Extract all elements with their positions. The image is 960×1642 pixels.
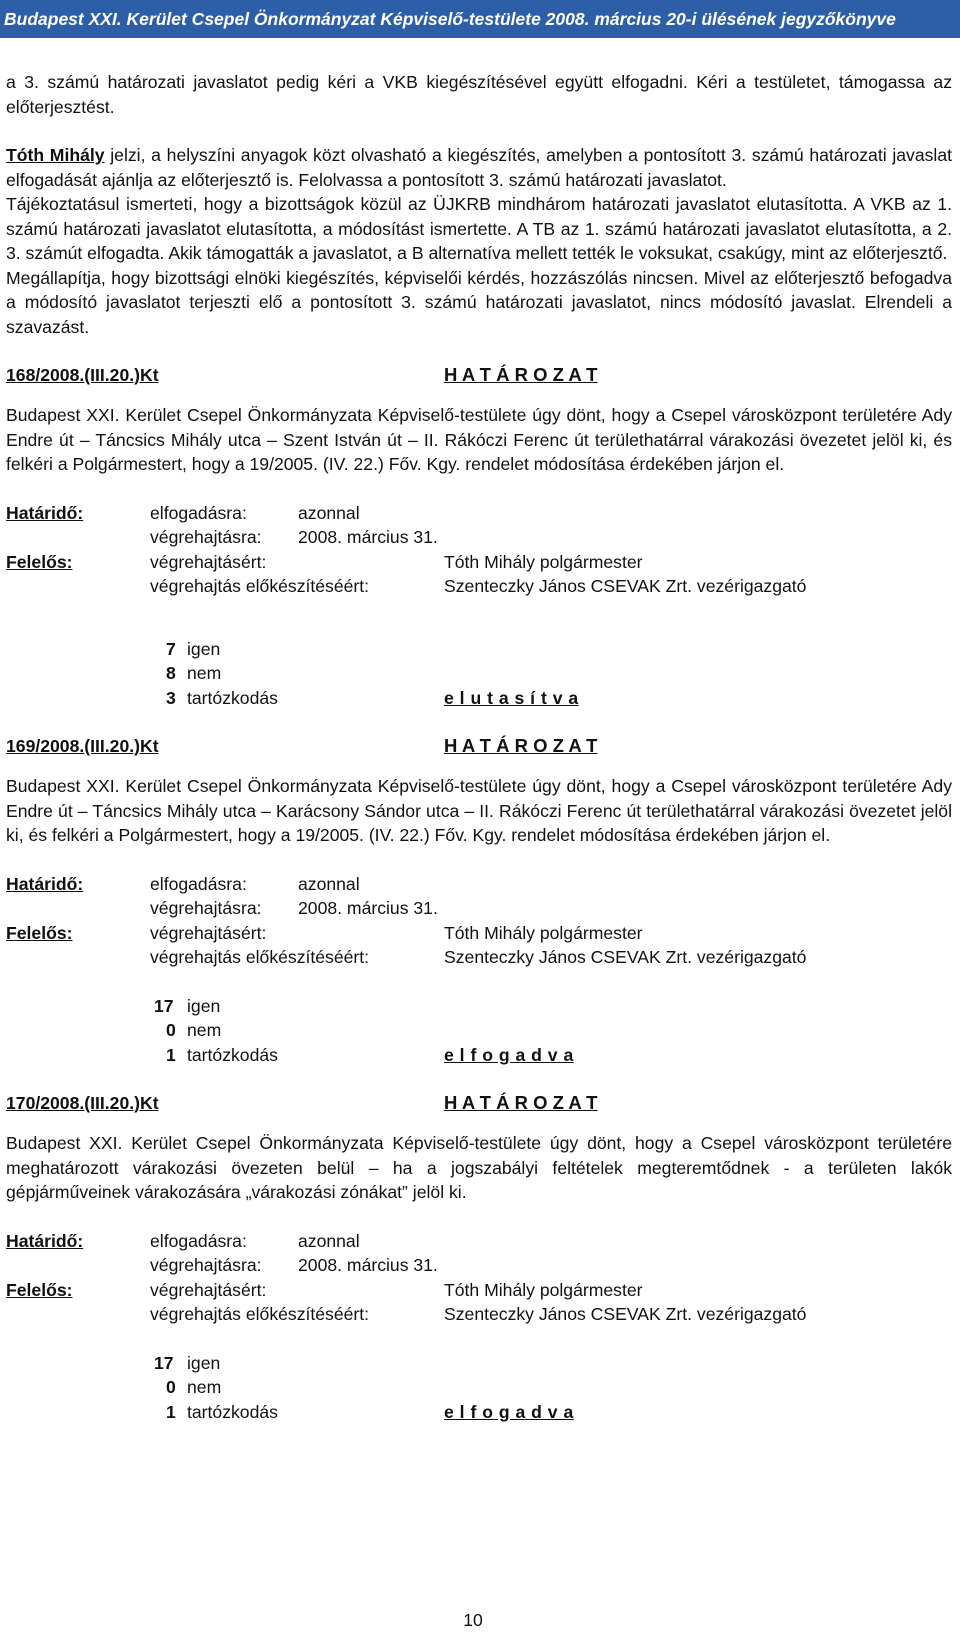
intro-paragraph-1: a 3. számú határozati javaslatot pedig kéri a VKB kiegészítésével együtt elfogadni. Kéri a testületet, támogassa az előterjesztést. [6,72,952,117]
vote-yes-label: igen [187,1352,221,1373]
preparation-row [6,574,952,599]
execution-deadline-row [6,525,952,550]
vote-abstain-label: tartózkodás [187,687,278,708]
resolution-text: Budapest XXI. Kerület Csepel Önkormányzata Képviselő-testülete úgy dönt, hogy a Csepel városközpont területére Ady Endre út – Táncsics Mihály utca – Karácsony Sándor utca – II. Rákóczi Ferenc út területhatárral várakozási övezetet jelöl ki, és felkéri a Polgármestert, hogy a 19/2005. (IV. 22.) Főv. Kgy. rendelet módosítása érdekében járjon el. [6,776,952,845]
vote-abstain [6,1400,952,1425]
adoption-label: elfogadásra: [150,502,247,523]
vote-yes-count: 7 [166,638,176,659]
page-number: 10 [463,1610,483,1630]
deadline-label: Határidő: [6,1230,84,1251]
resolution-number: 168/2008.(III.20.)Kt [6,365,159,385]
execution-responsible-name: Tóth Mihály polgármester [444,551,643,572]
deadline-row [6,872,952,897]
document-body [6,70,952,1424]
resolution-number: 170/2008.(III.20.)Kt [6,1093,159,1113]
preparation-label: végrehajtás előkészítéséért: [150,1304,370,1324]
resolution-text: Budapest XXI. Kerület Csepel Önkormányzata Képviselő-testülete úgy dönt, hogy a Csepel városközpont területére Ady Endre út – Táncsics Mihály utca – Szent István út – II. Rákóczi Ferenc út területhatárral várakozási övezetet jelöl ki, és felkéri a Polgármestert, hogy a 19/2005. (IV. 22.) Főv. Kgy. rendelet módosítása érdekében járjon el. [6,405,952,474]
vote-abstain [6,1043,952,1068]
resolution-header [6,363,952,389]
header-title: Budapest XXI. Kerület Csepel Önkormányzat Képviselő-testülete 2008. március 20-i ülésének jegyzőkönyve [4,9,896,29]
vote-yes-count: 17 [154,1352,174,1373]
vote-abstain-count: 1 [166,1044,176,1065]
resolution-header [6,1091,952,1117]
resolution-title: H A T Á R O Z A T [444,735,598,756]
vote-no-count: 8 [166,663,176,683]
intro-paragraph-3: Tájékoztatásul ismerteti, hogy a bizottságok közül az ÜJKRB mindhárom határozati javaslatot elutasította. A VKB az 1. számú határozati javaslatot elutasította, a módosítást ismertette. A TB az 1. számú határozati javaslatot elutasította, a 2. 3. számút elfogadta. Akik támogatták a javaslatot, a B alternatíva mellett tették le voksukat, csakúgy, mint az előterjesztő. [6,194,952,263]
resolution-header [6,734,952,760]
resolution-title: H A T Á R O Z A T [444,1092,598,1113]
adoption-value: azonnal [298,873,360,894]
vote-verdict: e l f o g a d v a [444,1044,574,1065]
intro-paragraph-2-text: jelzi, a helyszíni anyagok közt olvasható a kiegészítés, amelyben a pontosított 3. számú határozati javaslat elfogadását ajánlja az előterjesztő is. Felolvassa a pontosított 3. számú határozati javaslatot. [6,145,952,190]
execution-responsible-name: Tóth Mihály polgármester [444,1279,643,1300]
deadline-label: Határidő: [6,502,84,523]
intro-paragraph-4: Megállapítja, hogy bizottsági elnöki kiegészítés, képviselői kérdés, hozzászólás nincsen. Mivel az előterjesztő befogadva a módosító javaslatot terjeszti elő a pontosított 3. számú határozati javaslatot, nincs módosító javaslat. Elrendeli a szavazást. [6,267,952,337]
execution-date: 2008. március 31. [298,1255,438,1275]
execution-responsible-label: végrehajtásért: [150,922,267,943]
resolution-number: 169/2008.(III.20.)Kt [6,736,159,756]
vote-yes [6,1351,952,1376]
vote-no-label: nem [187,663,222,683]
vote-no-label: nem [187,1377,222,1397]
vote-no [6,1018,952,1043]
preparation-name: Szenteczky János CSEVAK Zrt. vezérigazgató [444,576,807,596]
responsible-row [6,550,952,575]
resolution-text: Budapest XXI. Kerület Csepel Önkormányzata Képviselő-testülete úgy dönt, hogy a Csepel városközpont területére meghatározott várakozási övezeten belül – ha a jogszabályi feltételek megteremtődnek - a területen lakók gépjárműveinek várakozására „várakozási zónákat” jelöl ki. [6,1133,952,1202]
execution-date: 2008. március 31. [298,898,438,918]
execution-responsible-label: végrehajtásért: [150,551,267,572]
responsible-label: Felelős: [6,922,73,943]
adoption-value: azonnal [298,1230,360,1251]
adoption-value: azonnal [298,502,360,523]
preparation-label: végrehajtás előkészítéséért: [150,947,370,967]
vote-no [6,1375,952,1400]
vote-verdict: e l f o g a d v a [444,1401,574,1422]
vote-no-label: nem [187,1020,222,1040]
execution-responsible-name: Tóth Mihály polgármester [444,922,643,943]
preparation-row [6,1302,952,1327]
preparation-name: Szenteczky János CSEVAK Zrt. vezérigazgató [444,947,807,967]
adoption-label: elfogadásra: [150,1230,247,1251]
execution-label: végrehajtásra: [150,527,262,547]
deadline-row [6,1229,952,1254]
document-header [0,0,960,38]
vote-abstain-label: tartózkodás [187,1401,278,1422]
execution-responsible-label: végrehajtásért: [150,1279,267,1300]
resolution-title: H A T Á R O Z A T [444,364,598,385]
vote-yes [6,994,952,1019]
vote-no-count: 0 [166,1020,176,1040]
execution-label: végrehajtásra: [150,1255,262,1275]
vote-yes [6,637,952,662]
preparation-row [6,945,952,970]
vote-abstain-count: 3 [166,687,176,708]
preparation-name: Szenteczky János CSEVAK Zrt. vezérigazgató [444,1304,807,1324]
vote-verdict: e l u t a s í t v a [444,687,579,708]
intro-paragraph-2 [6,143,952,192]
responsible-label: Felelős: [6,551,73,572]
adoption-label: elfogadásra: [150,873,247,894]
vote-abstain-count: 1 [166,1401,176,1422]
vote-no [6,661,952,686]
vote-yes-label: igen [187,995,221,1016]
deadline-row [6,501,952,526]
speaker-name: Tóth Mihály [6,145,105,165]
vote-yes-count: 17 [154,995,174,1016]
execution-date: 2008. március 31. [298,527,438,547]
deadline-label: Határidő: [6,873,84,894]
responsible-row [6,1278,952,1303]
vote-no-count: 0 [166,1377,176,1397]
vote-abstain [6,686,952,711]
responsible-row [6,921,952,946]
execution-label: végrehajtásra: [150,898,262,918]
execution-deadline-row [6,896,952,921]
responsible-label: Felelős: [6,1279,73,1300]
vote-abstain-label: tartózkodás [187,1044,278,1065]
vote-yes-label: igen [187,638,221,659]
execution-deadline-row [6,1253,952,1278]
preparation-label: végrehajtás előkészítéséért: [150,576,370,596]
